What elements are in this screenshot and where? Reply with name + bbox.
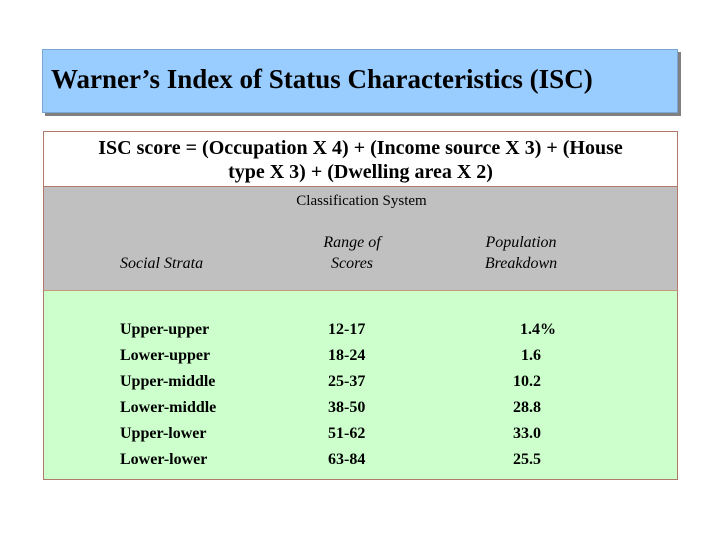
table-row-strata: Lower-middle [120, 399, 217, 416]
header-population-breakdown [471, 232, 571, 274]
title-banner [42, 49, 678, 113]
table-row-range: 51-62 [328, 425, 366, 442]
isc-formula [43, 131, 678, 187]
formula-line-1: ISC score = (Occupation X 4) + (Income source X 3) + (House [98, 137, 623, 159]
table-row-range: 63-84 [328, 451, 366, 468]
table-row-population: 25.5 [513, 451, 541, 468]
table-row-range: 25-37 [328, 373, 366, 390]
formula-line-2: type X 3) + (Dwelling area X 2) [228, 161, 493, 183]
header-range-line-1: Range of [323, 234, 381, 251]
table-row-range: 38-50 [328, 399, 366, 416]
table-row-population: 10.2 [513, 373, 541, 390]
page-title: Warner’s Index of Status Characteristics (ISC) [51, 64, 593, 94]
header-range-line-2: Scores [330, 255, 374, 272]
table-body [43, 290, 678, 480]
table-row-strata: Upper-lower [120, 425, 207, 442]
header-social-strata: Social Strata [120, 255, 204, 272]
table-row-strata: Upper-middle [120, 373, 216, 390]
table-row-population: 28.8 [513, 399, 541, 416]
table-row-strata: Lower-lower [120, 451, 208, 468]
header-population-line-2: Breakdown [484, 255, 558, 272]
table-row-range: 18-24 [328, 347, 366, 364]
table-row-population: 33.0 [513, 425, 541, 442]
table-row-population: 1.6 [521, 347, 541, 364]
table-caption: Classification System [296, 193, 427, 209]
table-header-region [43, 187, 678, 290]
header-range-of-scores [302, 232, 402, 274]
header-population-line-1: Population [485, 234, 557, 251]
table-row-range: 12-17 [328, 321, 366, 338]
table-row-population: 1.4% [520, 321, 556, 338]
table-row-strata: Lower-upper [120, 347, 211, 364]
table-row-strata: Upper-upper [120, 321, 210, 338]
